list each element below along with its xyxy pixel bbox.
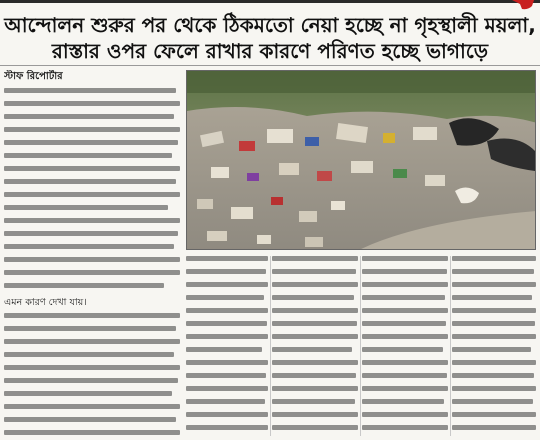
column-rule <box>450 256 451 436</box>
garbage-photo-image <box>187 71 536 250</box>
headline-line-2: রাস্তার ওপর ফেলে রাখার কারণে পরিণত হচ্ছে ভাগাড়ে <box>51 39 489 63</box>
text-block-left-1 <box>4 88 180 288</box>
article-column-2 <box>272 256 358 436</box>
masthead-rule <box>0 0 540 10</box>
headline-line-1: আন্দোলন শুরুর পর থেকে ঠিকমতো নেয়া হচ্ছে না গৃহস্থালী ময়লা, <box>4 13 536 37</box>
column-rule <box>270 256 271 436</box>
masthead-accent-mark <box>506 0 540 10</box>
garbage-photo <box>186 70 536 250</box>
column-rule <box>360 256 361 436</box>
masthead-bar <box>0 0 540 3</box>
article-column-3 <box>362 256 448 436</box>
text-block-left-2 <box>4 313 180 436</box>
article-column-1 <box>186 256 268 436</box>
byline <box>4 70 180 84</box>
byline-name: স্টাফ রিপোর্টার <box>4 71 63 82</box>
article-column-4 <box>452 256 536 436</box>
headline <box>0 10 540 66</box>
article-column-left <box>4 70 180 436</box>
lead-sentence: এমন কারণ দেখা যায়। <box>4 297 87 308</box>
